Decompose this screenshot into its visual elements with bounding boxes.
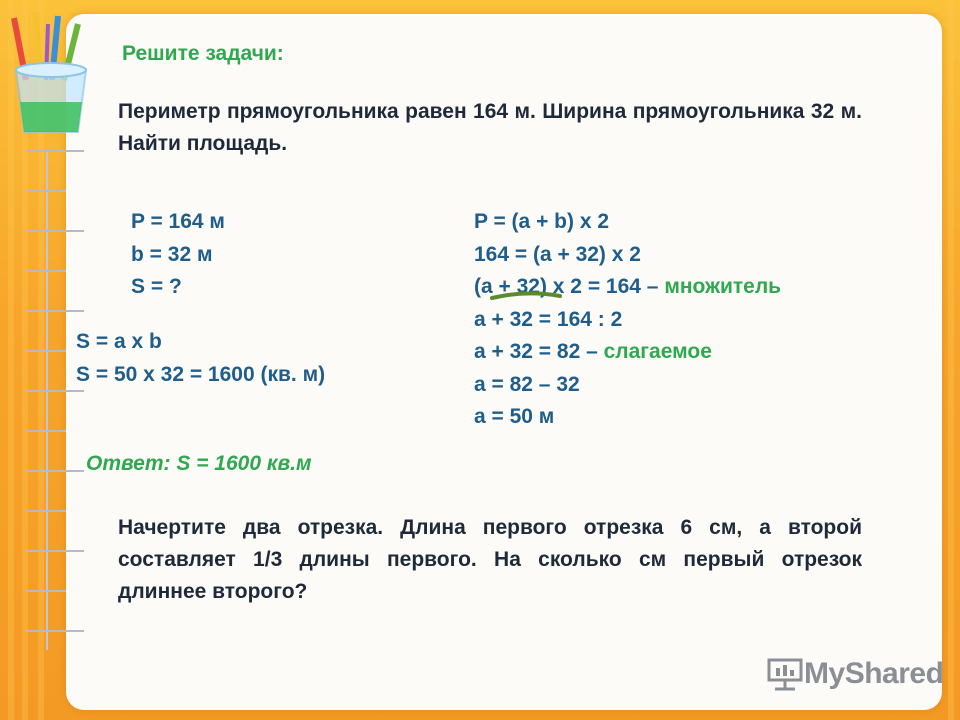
pencil-cup-icon	[6, 10, 96, 135]
solution-line-2: 164 = (a + 32) x 2	[474, 242, 641, 266]
heading: Решите задачи:	[122, 42, 284, 65]
addend-note: слагаемое	[603, 340, 712, 364]
solution-line-1: P = (a + b) x 2	[474, 210, 610, 233]
problem2-text: Начертите два отрезка. Длина первого отрезка 6 см, а второй составляет 1/3 длины первого. На сколько см первый отрезок длиннее второго?	[118, 516, 862, 603]
solution-line-6: a = 82 – 32	[474, 372, 580, 396]
logo-text: MyShared	[804, 657, 944, 690]
area-calculation: S = 50 x 32 = 1600 (кв. м)	[76, 362, 326, 386]
logo-icon	[766, 656, 804, 692]
area-formula: S = a x b	[76, 330, 162, 353]
answer-text: Ответ: S = 1600 кв.м	[86, 452, 312, 475]
solution-line-4: a + 32 = 164 : 2	[474, 307, 623, 331]
ruler-decoration	[26, 150, 86, 650]
given-area-question: S = ?	[131, 275, 182, 299]
given-width: b = 32 м	[131, 242, 213, 266]
factor-note: множитель	[664, 275, 782, 299]
area-formula-block	[76, 326, 325, 391]
myshared-logo	[766, 654, 943, 694]
solution-line-7: a = 50 м	[474, 405, 555, 429]
solution-block	[474, 206, 781, 434]
given-perimeter: P = 164 м	[131, 210, 225, 233]
underline-mark	[490, 288, 562, 302]
solution-line-5: a + 32 = 82 – слагаемое	[474, 340, 712, 364]
solution-line-3: (a + 32) x 2 = 164 – множитель	[474, 275, 782, 299]
problem1-text: Периметр прямоугольника равен 164 м. Ширина прямоугольника 32 м. Найти площадь.	[118, 100, 862, 155]
given-block	[131, 206, 225, 304]
